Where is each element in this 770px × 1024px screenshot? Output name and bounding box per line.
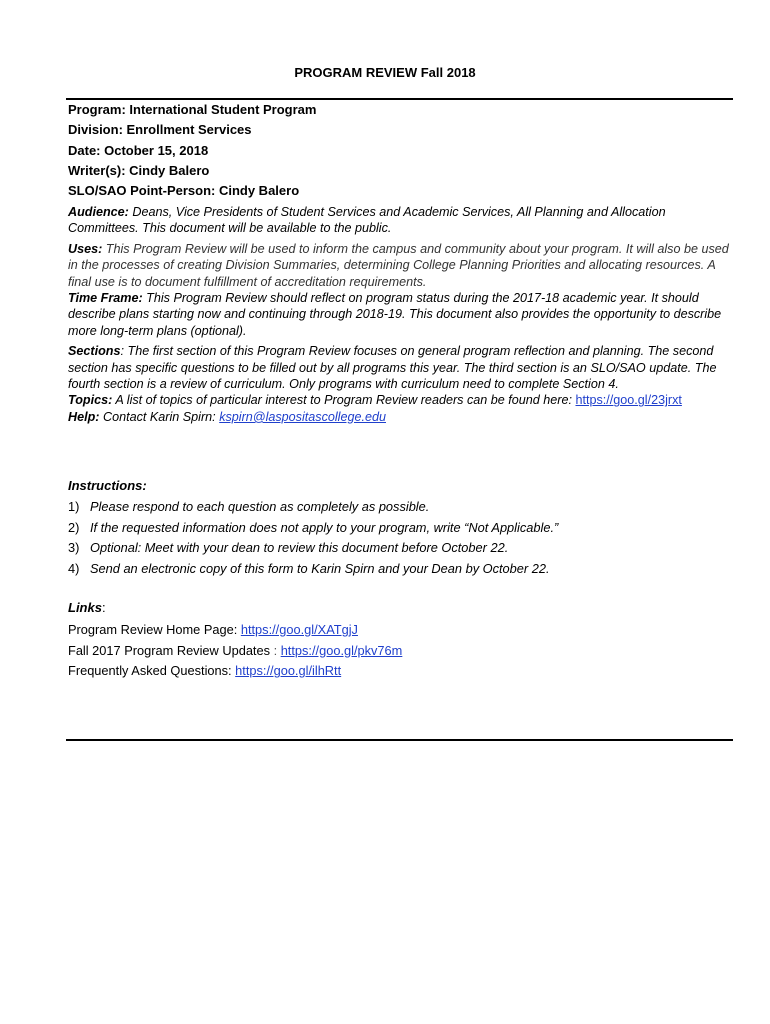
- division-line: Division: Enrollment Services: [68, 122, 252, 138]
- timeframe-text: This Program Review should reflect on program status during the 2017-18 academic year. It should describe plans starting now and continuing through 2018-19. This document also provides the opportunity to describe more long-term plans (optional).: [68, 291, 722, 338]
- sections-text: : The first section of this Program Review focuses on general program reflection and planning. The second section has specific questions to be filled out by all programs this year. The third section is an SLO/SAO update. The fourth section is a review of curriculum. Only programs with curriculum need to complete Section 4.: [68, 344, 717, 392]
- instruction-text: Send an electronic copy of this form to Karin Spirn and your Dean by October 22.: [90, 560, 550, 576]
- instruction-item: [68, 559, 558, 580]
- links-title: [68, 600, 106, 615]
- audience-text: Deans, Vice Presidents of Student Services and Academic Services, All Planning and Allocation Committees. This document will be available to the public.: [68, 205, 666, 236]
- page-title: PROGRAM REVIEW Fall 2018: [294, 65, 476, 80]
- uses-paragraph: [68, 241, 733, 290]
- date-line: Date: October 15, 2018: [68, 142, 209, 158]
- links-title-colon: :: [101, 600, 106, 615]
- program-meta: [68, 100, 316, 201]
- sections-label: Sections: [68, 344, 121, 359]
- instruction-item: [68, 518, 558, 539]
- faq-link[interactable]: https://goo.gl/ilhRtt: [235, 663, 342, 678]
- topics-text: A list of topics of particular interest to Program Review readers can be found here:: [112, 393, 576, 408]
- help-label: Help:: [68, 409, 100, 424]
- instructions-title: Instructions:: [68, 478, 147, 493]
- program-line: Program: International Student Program: [68, 102, 317, 117]
- instruction-number: 3): [68, 540, 80, 555]
- intro-section: [68, 204, 733, 425]
- link-row: [68, 620, 402, 641]
- instruction-item: [68, 538, 558, 559]
- instructions-list: [68, 497, 558, 579]
- instruction-item: [68, 497, 558, 518]
- writers-line: Writer(s): Cindy Balero: [68, 162, 210, 178]
- instruction-number: 1): [68, 499, 80, 514]
- instruction-number: 2): [68, 519, 80, 535]
- help-text: Contact Karin Spirn:: [99, 409, 220, 424]
- link-label: Program Review Home Page:: [68, 622, 241, 637]
- fall-2017-updates-link[interactable]: https://goo.gl/pkv76m: [280, 642, 403, 658]
- link-label: Fall 2017 Program Review Updates: [68, 642, 274, 658]
- link-separator: :: [273, 642, 281, 658]
- instruction-text: Optional: Meet with your dean to review this document before October 22.: [90, 540, 509, 555]
- instruction-number: 4): [68, 560, 80, 576]
- timeframe-label: Time Frame:: [68, 291, 143, 306]
- link-row: [68, 641, 402, 662]
- link-label: Frequently Asked Questions:: [68, 663, 236, 678]
- uses-label: Uses:: [68, 241, 103, 256]
- topics-link[interactable]: https://goo.gl/23jrxt: [575, 393, 682, 408]
- instruction-text: Please respond to each question as completely as possible.: [90, 499, 430, 514]
- links-list: [68, 620, 402, 682]
- links-title-label: Links: [68, 600, 102, 615]
- sections-paragraph: [68, 343, 733, 392]
- bottom-divider: [66, 739, 733, 741]
- instruction-text: If the requested information does not apply to your program, write “Not Applicable.”: [90, 519, 559, 535]
- point-person-line: SLO/SAO Point-Person: Cindy Balero: [68, 183, 300, 199]
- timeframe-paragraph: [68, 290, 733, 339]
- help-email-link[interactable]: kspirn@laspositascollege.edu: [219, 409, 386, 424]
- topics-label: Topics:: [68, 393, 113, 408]
- audience-paragraph: [68, 204, 733, 237]
- topics-paragraph: [68, 392, 733, 408]
- audience-label: Audience:: [68, 205, 129, 219]
- program-review-home-link[interactable]: https://goo.gl/XATgjJ: [240, 622, 358, 637]
- help-paragraph: [68, 409, 733, 425]
- link-row: [68, 661, 402, 682]
- uses-text: This Program Review will be used to inform the campus and community about your program. It will also be used in the processes of creating Division Summaries, determining College Planning Priorities and allocating resources. A final use is to document fulfillment of accreditation requirements.: [68, 241, 729, 289]
